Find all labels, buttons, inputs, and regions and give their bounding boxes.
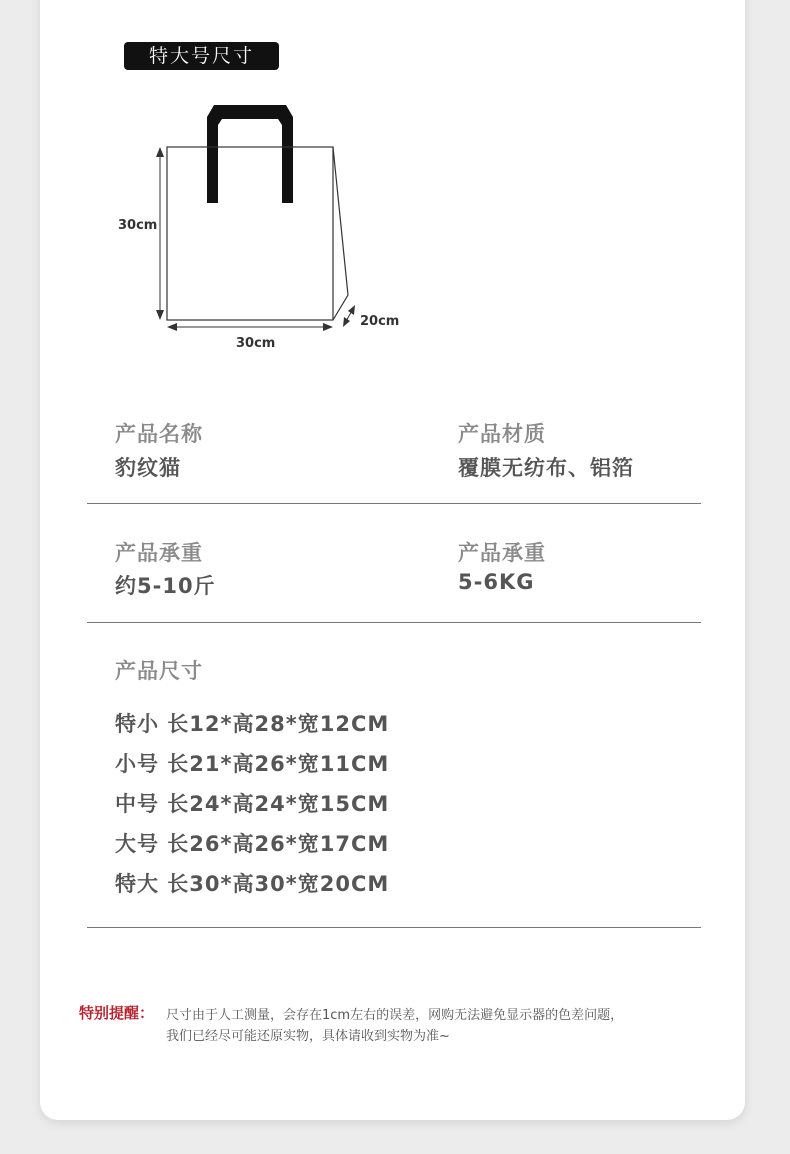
- product-size-label: 产品尺寸: [115, 659, 203, 683]
- height-label: 30cm: [118, 218, 158, 233]
- size-badge: 特大号尺寸: [124, 42, 279, 70]
- product-load-label: 产品承重: [115, 541, 203, 565]
- product-load-label-2: 产品承重: [458, 541, 546, 565]
- size-row: 特小 长12*高28*宽12CM: [115, 712, 390, 736]
- width-label: 30cm: [236, 336, 276, 351]
- size-row: 大号 长26*高26*宽17CM: [115, 832, 390, 856]
- bag-handle-icon: [207, 105, 293, 203]
- size-row: 特大 长30*高30*宽20CM: [115, 872, 390, 896]
- note-title: 特别提醒：: [79, 1004, 155, 1022]
- product-name-value: 豹纹猫: [115, 456, 181, 480]
- size-row: 中号 长24*高24*宽15CM: [115, 792, 390, 816]
- depth-label: 20cm: [360, 314, 400, 329]
- product-material-value: 覆膜无纺布、铝箔: [458, 456, 634, 480]
- product-name-label: 产品名称: [115, 422, 203, 446]
- bag-body: [167, 147, 333, 320]
- bag-side: [333, 147, 348, 320]
- product-load-value-2: 5-6KG: [458, 570, 535, 594]
- note-line: 尺寸由于人工测量，会存在1cm左右的误差，网购无法避免显示器的色差问题，: [166, 1008, 624, 1023]
- product-load-value: 约5-10斤: [115, 574, 216, 598]
- divider: [87, 503, 701, 504]
- product-material-label: 产品材质: [458, 422, 546, 446]
- bag-dimension-diagram: [110, 95, 410, 335]
- divider: [87, 927, 701, 928]
- size-row: 小号 长21*高26*宽11CM: [115, 752, 390, 776]
- divider: [87, 622, 701, 623]
- note-line: 我们已经尽可能还原实物，具体请收到实物为准~: [166, 1029, 450, 1044]
